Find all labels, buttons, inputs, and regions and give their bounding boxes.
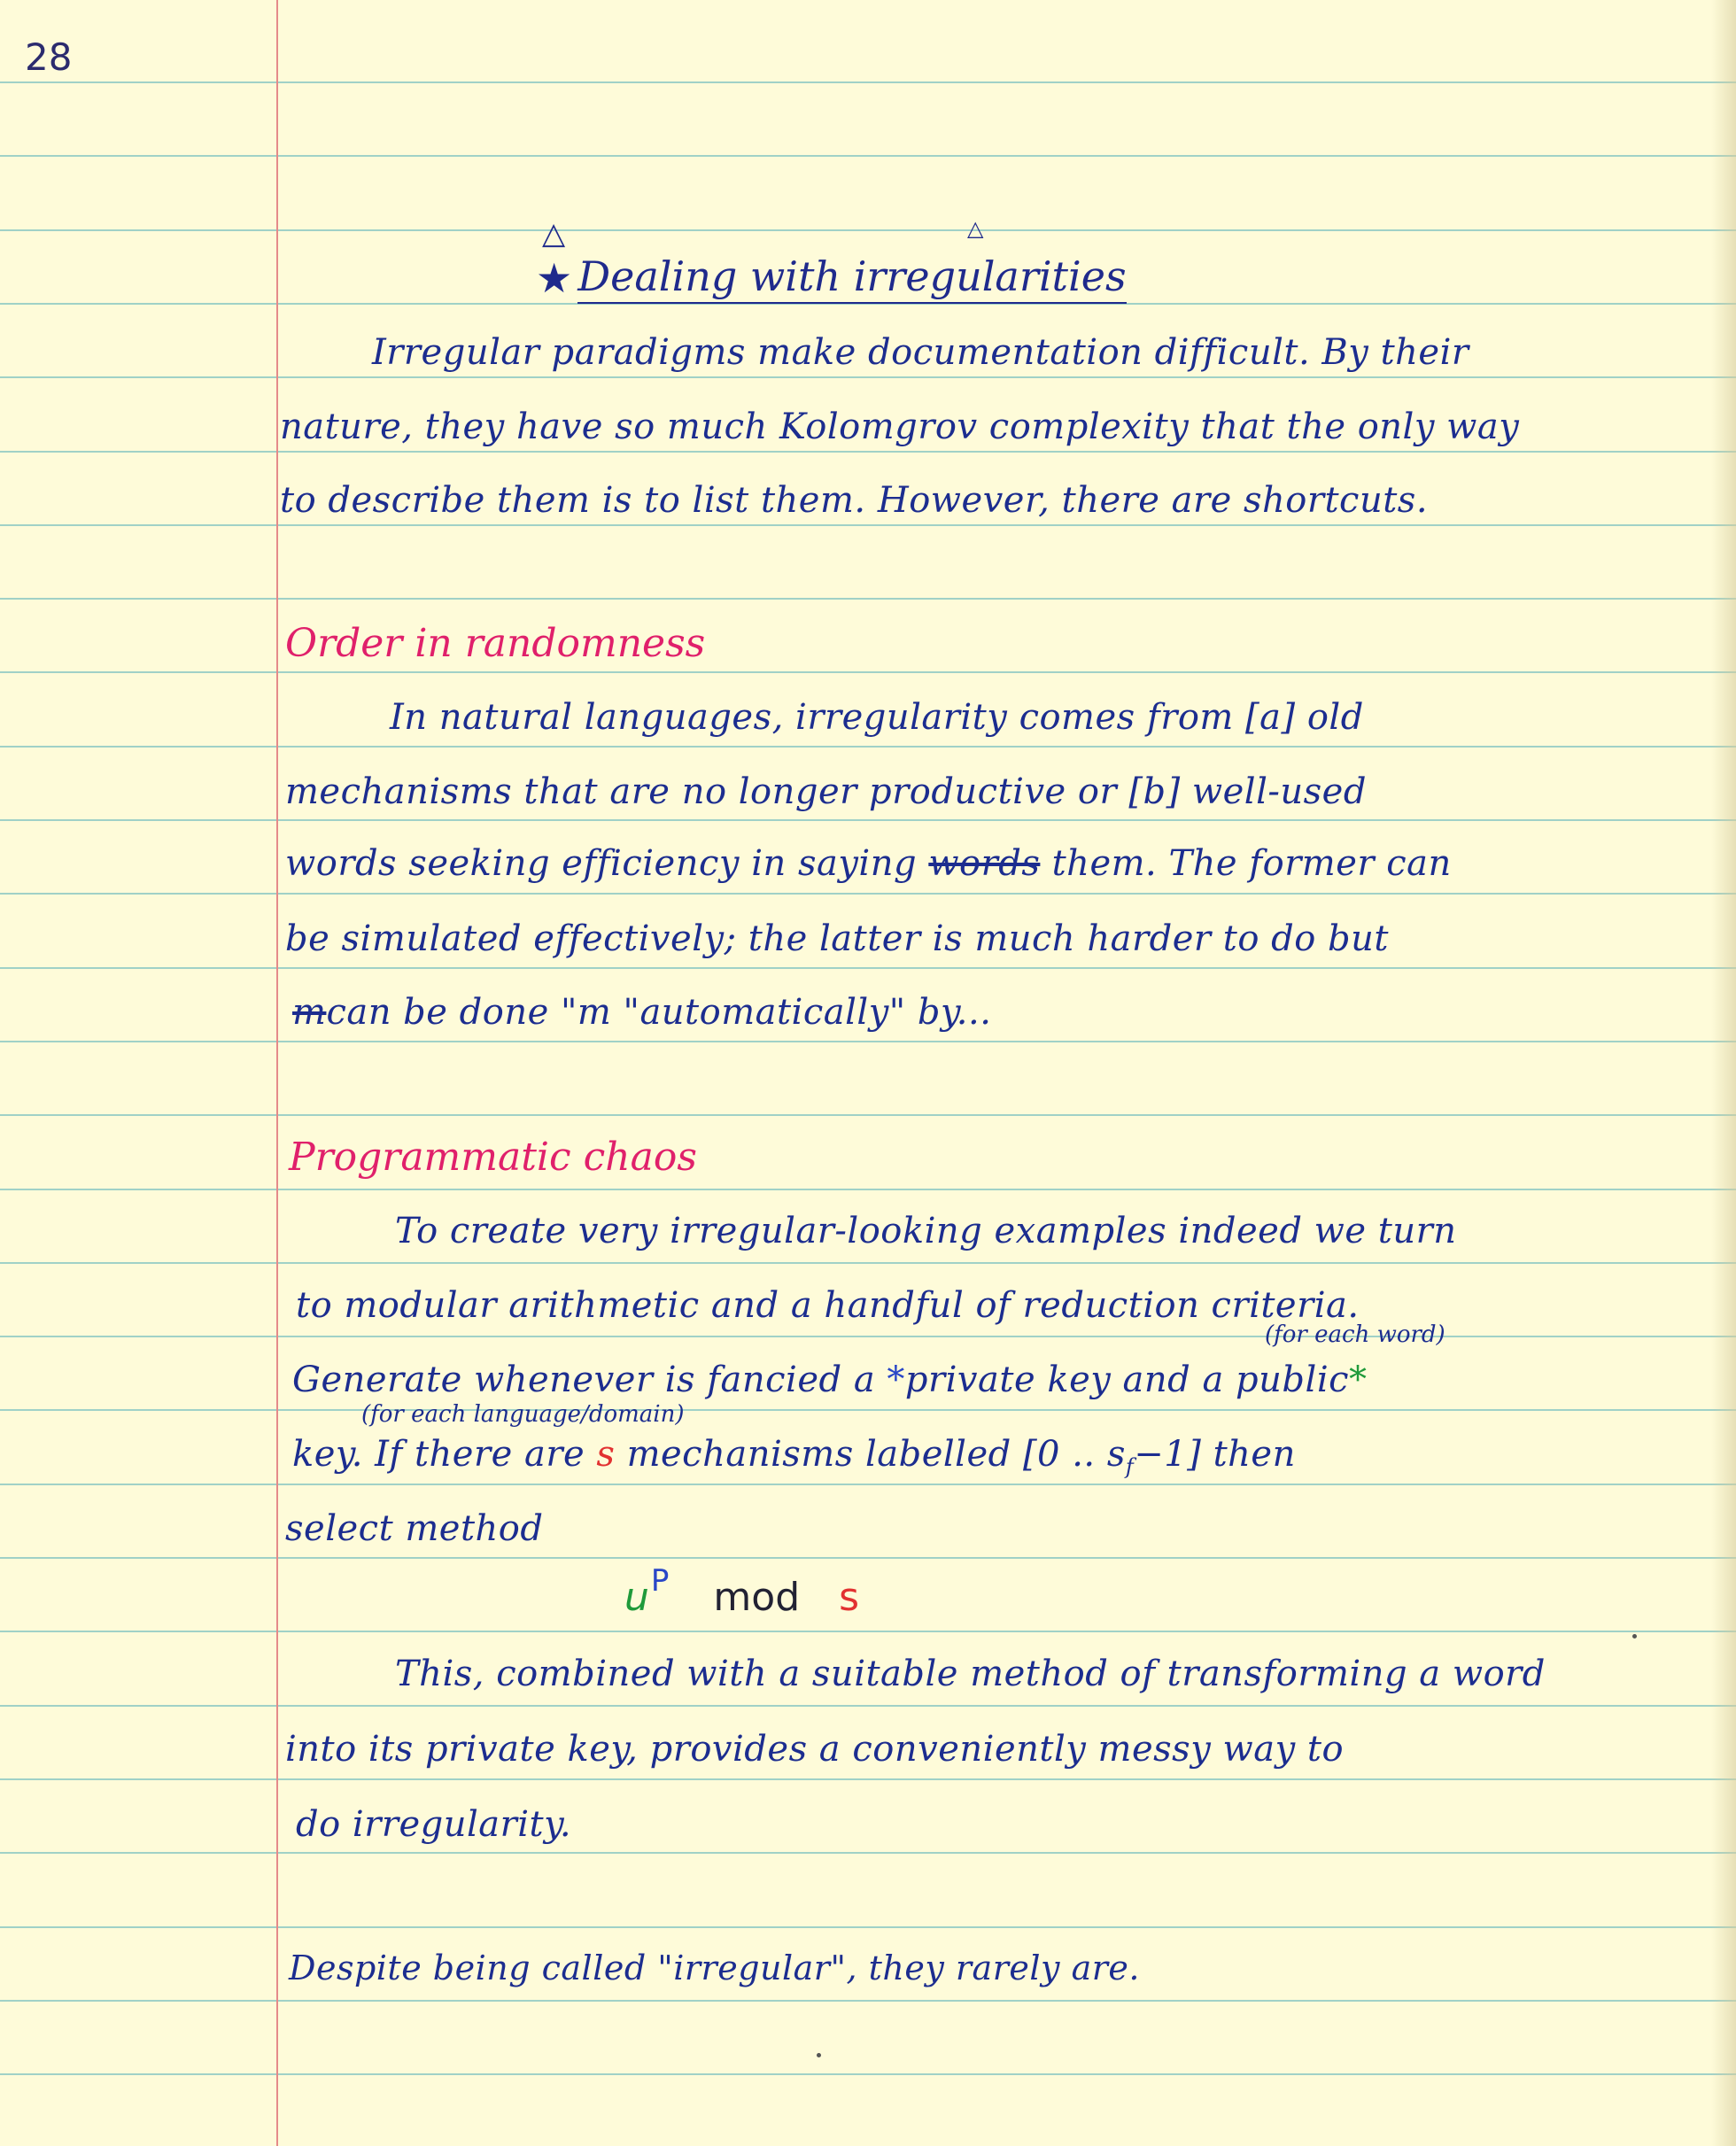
section1-line-1: In natural languages, irregularity comes from [a] old (390, 697, 1364, 738)
section2-after-line-2: into its private key, provides a conveniently messy way to (285, 1729, 1345, 1770)
formula-u: u (624, 1575, 649, 1620)
subscript-f: f (1125, 1454, 1135, 1479)
section1-line-2: mechanisms that are no longer productive or [b] well-used (285, 771, 1367, 812)
section2-line-1: To create very irregular-looking examples indeed we turn (395, 1211, 1457, 1251)
small-triangle-icon: △ (967, 216, 984, 241)
ruled-line (0, 1852, 1736, 1854)
ruled-line (0, 1189, 1736, 1190)
private-key-star-icon: * (887, 1360, 905, 1400)
ruled-line (0, 1484, 1736, 1485)
intro-line-2: nature, they have so much Kolomgrov complexity that the only way (280, 407, 1520, 447)
public-key-star-icon: * (1349, 1360, 1368, 1400)
formula-mod: mod (713, 1575, 801, 1620)
ruled-line (0, 1778, 1736, 1780)
section2-after-line-1: This, combined with a suitable method of transforming a word (395, 1654, 1546, 1694)
ruled-line (0, 524, 1736, 526)
star-icon: ★ (536, 254, 573, 302)
ruled-line (0, 1262, 1736, 1264)
ruled-line (0, 1631, 1736, 1632)
ruled-line (0, 1409, 1736, 1411)
section2-line-4-d: −1] then (1134, 1434, 1296, 1475)
ruled-line (0, 671, 1736, 673)
title-row (536, 252, 1127, 304)
ruled-line (0, 376, 1736, 378)
ruled-line (0, 155, 1736, 157)
section2-after-line-3: do irregularity. (296, 1804, 572, 1845)
section2-line-4-b: . If there are (351, 1434, 597, 1475)
variable-s: s (596, 1434, 616, 1475)
ruled-line (0, 2073, 1736, 2075)
paper-speck (1632, 1634, 1637, 1639)
triangle-icon: △ (542, 216, 566, 252)
section1-line-4: be simulated effectively; the latter is much harder to do but (285, 918, 1389, 959)
page-number: 28 (25, 35, 73, 79)
paper-speck (817, 2053, 821, 2057)
formula-exponent-p: P (650, 1563, 670, 1599)
ruled-line (0, 598, 1736, 600)
crossed-out-letter: m (292, 992, 327, 1033)
ruled-line (0, 451, 1736, 453)
ruled-line (0, 967, 1736, 969)
closing-line: Despite being called "irregular", they rarely are. (289, 1948, 1140, 1987)
ruled-line (0, 2000, 1736, 2002)
crossed-out-word: words (928, 843, 1041, 884)
annotation-for-each-word: (for each word) (1265, 1321, 1445, 1348)
formula (624, 1563, 860, 1620)
section1-line-3-a: words seeking efficiency in saying (285, 843, 929, 884)
intro-line-3: to describe them is to list them. However, there are shortcuts. (280, 480, 1429, 521)
page-title: Dealing with irregularities (577, 252, 1126, 304)
section-heading-order: Order in randomness (285, 621, 706, 666)
page-edge (1711, 0, 1736, 2146)
ruled-line (0, 1114, 1736, 1116)
section2-line-5: select method (285, 1508, 544, 1549)
section1-line-5-a: can be done (326, 992, 561, 1033)
intro-line-1: Irregular paradigms make documentation difficult. By their (372, 332, 1469, 373)
ruled-line (0, 819, 1736, 821)
section2-line-3-a: Generate whenever is fancied a (292, 1360, 887, 1400)
ruled-line (0, 893, 1736, 895)
ruled-line (0, 81, 1736, 83)
ruled-line (0, 1041, 1736, 1042)
section2-line-4 (292, 1434, 1296, 1479)
ruled-line (0, 1926, 1736, 1928)
ruled-line (0, 1705, 1736, 1707)
section2-line-4-a: key (292, 1434, 352, 1475)
margin-line (276, 0, 278, 2146)
ruled-line (0, 1336, 1736, 1337)
section-heading-programmatic: Programmatic chaos (289, 1135, 697, 1180)
ruled-line (0, 746, 1736, 748)
section1-line-5-b: "automatically" by... (611, 992, 992, 1033)
section1-line-3 (285, 843, 1452, 884)
ruled-line (0, 229, 1736, 231)
section2-line-3 (292, 1362, 1368, 1398)
ruled-line (0, 1557, 1736, 1559)
section1-line-5 (292, 992, 992, 1033)
section2-line-3-b: private key and a public (904, 1360, 1350, 1400)
formula-s: s (839, 1575, 860, 1620)
section2-line-2: to modular arithmetic and a handful of reduction criteria. (296, 1285, 1360, 1326)
section1-line-5-mark: "m (561, 992, 612, 1033)
annotation-for-each-domain: (for each language/domain) (361, 1401, 685, 1428)
section2-line-4-c: mechanisms labelled [0 .. s (615, 1434, 1126, 1475)
section1-line-3-b: them. The former can (1040, 843, 1452, 884)
